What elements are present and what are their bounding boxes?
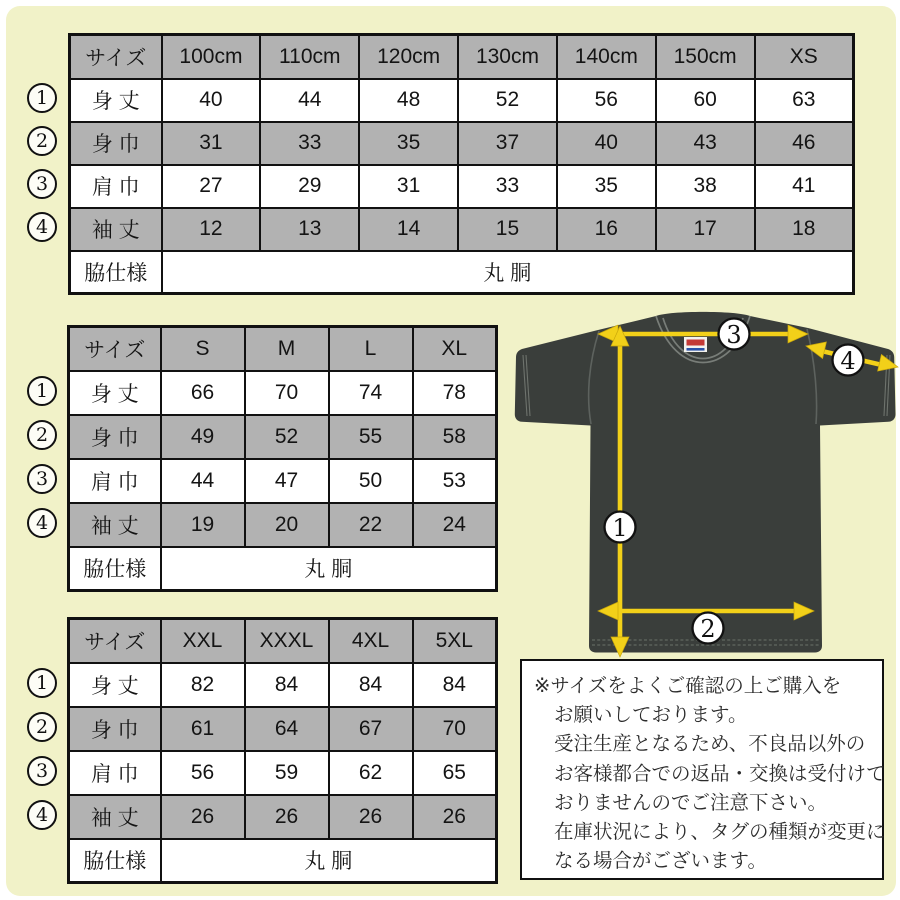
table-footer-row — [69, 547, 497, 591]
row-number-badge: 3 — [27, 756, 57, 786]
kids-size-table — [68, 33, 855, 295]
value-cell: 46 — [755, 122, 854, 165]
size-header-cell: 150cm — [656, 35, 755, 79]
row-number-badge: 2 — [27, 712, 57, 742]
svg-text:4: 4 — [840, 347, 856, 375]
value-cell: 26 — [245, 795, 329, 839]
value-cell: 33 — [260, 122, 359, 165]
value-cell: 18 — [755, 208, 854, 251]
value-cell: 84 — [329, 663, 413, 707]
value-cell: 22 — [329, 503, 413, 547]
row-number-badge: 1 — [27, 668, 57, 698]
table-row — [70, 165, 854, 208]
size-header-cell: 100cm — [162, 35, 261, 79]
measure-label-cell: 肩 巾 — [70, 165, 162, 208]
value-cell: 35 — [557, 165, 656, 208]
value-cell: 49 — [161, 415, 245, 459]
value-cell: 26 — [413, 795, 497, 839]
spec-value-cell: 丸 胴 — [161, 839, 497, 883]
spec-label-cell: 脇仕様 — [69, 547, 161, 591]
value-cell: 84 — [245, 663, 329, 707]
notice-line: お客様都合での返品・交換は受付けて — [554, 762, 886, 785]
value-cell: 33 — [458, 165, 557, 208]
table-row — [69, 707, 497, 751]
value-cell: 27 — [162, 165, 261, 208]
value-cell: 15 — [458, 208, 557, 251]
value-cell: 56 — [161, 751, 245, 795]
value-cell: 31 — [359, 165, 458, 208]
notice-line: お願いしております。 — [554, 704, 748, 727]
svg-text:3: 3 — [726, 321, 742, 349]
size-header-cell: 120cm — [359, 35, 458, 79]
value-cell: 12 — [162, 208, 261, 251]
collar-brand-tag — [684, 337, 707, 352]
notice-line: おりませんのでご注意下さい。 — [554, 791, 828, 814]
value-cell: 52 — [458, 79, 557, 122]
value-cell: 35 — [359, 122, 458, 165]
value-cell: 53 — [413, 459, 497, 503]
measure-label-cell: 身 巾 — [69, 415, 161, 459]
table-row — [69, 459, 497, 503]
measure-circle-sleeve — [833, 345, 864, 376]
table-header-row — [69, 327, 497, 371]
measure-circle-body-width — [693, 613, 724, 644]
tshirt-diagram — [500, 305, 900, 660]
size-header-cell: XXXL — [245, 619, 329, 663]
value-cell: 61 — [161, 707, 245, 751]
spec-label-cell: 脇仕様 — [69, 839, 161, 883]
svg-text:2: 2 — [700, 615, 716, 643]
size-header-cell: 4XL — [329, 619, 413, 663]
value-cell: 82 — [161, 663, 245, 707]
value-cell: 60 — [656, 79, 755, 122]
table-footer-row — [69, 839, 497, 883]
row-number-badge: 4 — [27, 800, 57, 830]
value-cell: 50 — [329, 459, 413, 503]
size-header-cell: L — [329, 327, 413, 371]
table-row — [69, 503, 497, 547]
row-number-badge: 2 — [27, 420, 57, 450]
notice-line: ※サイズをよくご確認の上ご購入を — [534, 675, 842, 697]
measure-label-cell: 袖 丈 — [70, 208, 162, 251]
value-cell: 59 — [245, 751, 329, 795]
value-cell: 56 — [557, 79, 656, 122]
value-cell: 26 — [161, 795, 245, 839]
measure-circle-shoulder — [719, 319, 750, 350]
value-cell: 29 — [260, 165, 359, 208]
value-cell: 65 — [413, 751, 497, 795]
spec-label-cell: 脇仕様 — [70, 251, 162, 294]
value-cell: 17 — [656, 208, 755, 251]
row-number-badge: 3 — [27, 464, 57, 494]
purchase-notice-box — [520, 659, 884, 880]
measure-label-cell: 袖 丈 — [69, 795, 161, 839]
value-cell: 48 — [359, 79, 458, 122]
measure-label-cell: 身 丈 — [69, 663, 161, 707]
value-cell: 84 — [413, 663, 497, 707]
size-header-cell: XL — [413, 327, 497, 371]
value-cell: 47 — [245, 459, 329, 503]
value-cell: 70 — [413, 707, 497, 751]
measure-label-cell: 身 丈 — [69, 371, 161, 415]
value-cell: 38 — [656, 165, 755, 208]
table-row — [69, 795, 497, 839]
row-number-badge: 1 — [27, 83, 57, 113]
table-footer-row — [70, 251, 854, 294]
value-cell: 55 — [329, 415, 413, 459]
measure-circle-body-length — [605, 512, 636, 543]
value-cell: 63 — [755, 79, 854, 122]
size-header-cell: XS — [755, 35, 854, 79]
table-row — [69, 663, 497, 707]
value-cell: 14 — [359, 208, 458, 251]
table-row — [70, 122, 854, 165]
value-cell: 74 — [329, 371, 413, 415]
table-row — [69, 751, 497, 795]
table-header-row — [69, 619, 497, 663]
value-cell: 37 — [458, 122, 557, 165]
notice-line: 在庫状況により、タグの種類が変更に — [554, 821, 886, 844]
size-header-cell: XXL — [161, 619, 245, 663]
size-header-cell: S — [161, 327, 245, 371]
adult-size-table — [67, 325, 498, 592]
value-cell: 16 — [557, 208, 656, 251]
measure-label-cell: 身 丈 — [70, 79, 162, 122]
measure-label-cell: 身 巾 — [70, 122, 162, 165]
spec-value-cell: 丸 胴 — [161, 547, 497, 591]
size-header-cell: サイズ — [69, 327, 161, 371]
table-row — [69, 371, 497, 415]
value-cell: 64 — [245, 707, 329, 751]
size-header-cell: 5XL — [413, 619, 497, 663]
measure-label-cell: 身 巾 — [69, 707, 161, 751]
value-cell: 44 — [260, 79, 359, 122]
table-header-row — [70, 35, 854, 79]
value-cell: 70 — [245, 371, 329, 415]
size-header-cell: 140cm — [557, 35, 656, 79]
row-number-badge: 4 — [27, 508, 57, 538]
spec-value-cell: 丸 胴 — [162, 251, 854, 294]
table-row — [70, 208, 854, 251]
value-cell: 19 — [161, 503, 245, 547]
value-cell: 67 — [329, 707, 413, 751]
value-cell: 31 — [162, 122, 261, 165]
size-header-cell: 130cm — [458, 35, 557, 79]
value-cell: 41 — [755, 165, 854, 208]
size-header-cell: 110cm — [260, 35, 359, 79]
value-cell: 13 — [260, 208, 359, 251]
value-cell: 43 — [656, 122, 755, 165]
row-number-badge: 3 — [27, 169, 57, 199]
value-cell: 26 — [329, 795, 413, 839]
size-header-cell: サイズ — [69, 619, 161, 663]
value-cell: 20 — [245, 503, 329, 547]
big-size-table — [67, 617, 498, 884]
row-number-badge: 1 — [27, 376, 57, 406]
value-cell: 58 — [413, 415, 497, 459]
value-cell: 40 — [557, 122, 656, 165]
row-number-badge: 4 — [27, 212, 57, 242]
value-cell: 44 — [161, 459, 245, 503]
size-header-cell: サイズ — [70, 35, 162, 79]
row-number-badge: 2 — [27, 126, 57, 156]
measure-label-cell: 肩 巾 — [69, 459, 161, 503]
value-cell: 52 — [245, 415, 329, 459]
measure-label-cell: 袖 丈 — [69, 503, 161, 547]
value-cell: 78 — [413, 371, 497, 415]
notice-line: なる場合がございます。 — [554, 850, 767, 873]
measure-label-cell: 肩 巾 — [69, 751, 161, 795]
value-cell: 40 — [162, 79, 261, 122]
value-cell: 62 — [329, 751, 413, 795]
value-cell: 24 — [413, 503, 497, 547]
table-row — [70, 79, 854, 122]
svg-text:1: 1 — [612, 514, 628, 542]
value-cell: 66 — [161, 371, 245, 415]
table-row — [69, 415, 497, 459]
notice-line: 受注生産となるため、不良品以外の — [554, 733, 866, 756]
size-header-cell: M — [245, 327, 329, 371]
